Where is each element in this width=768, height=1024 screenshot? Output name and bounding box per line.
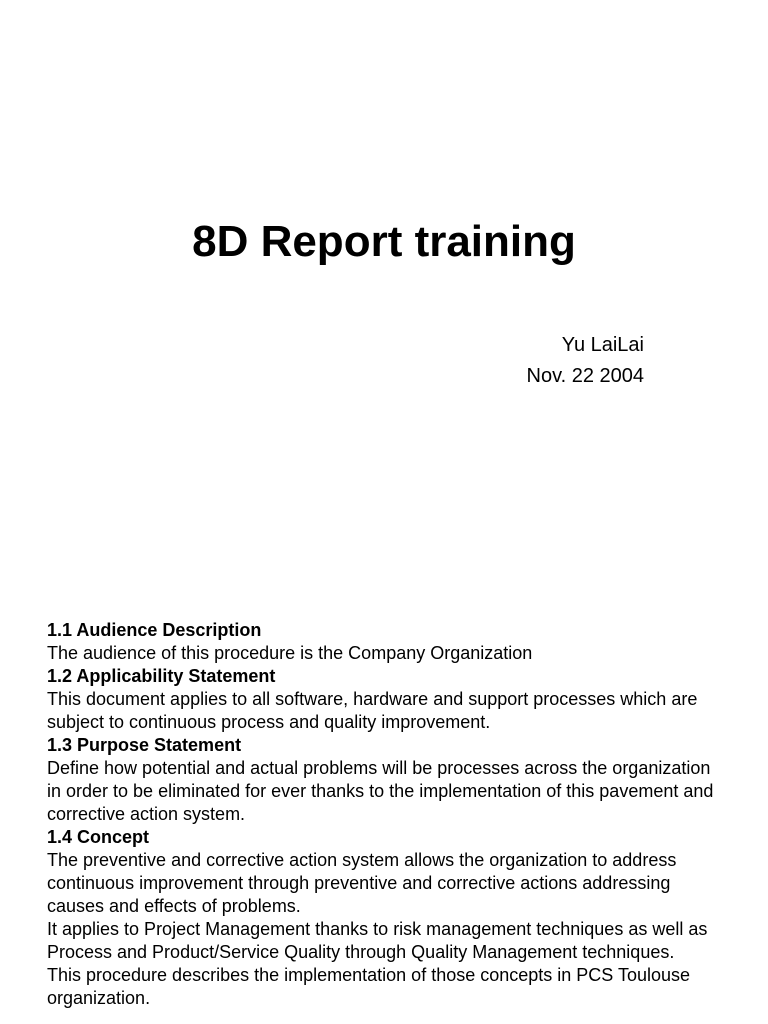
section-paragraph: The preventive and corrective action system allows the organization to address continuous improvement through preventive and corrective actions addressing causes and effects of problems.: [47, 850, 677, 916]
section-paragraph: This document applies to all software, hardware and support processes which are subject to continuous process and quality improvement.: [47, 689, 698, 732]
section-heading: 1.2 Applicability Statement: [47, 666, 276, 686]
section-paragraph: It applies to Project Management thanks to risk management techniques as well as Process and Product/Service Quality through Quality Management techniques.: [47, 919, 708, 962]
section-concept: [47, 826, 727, 1010]
section-paragraph: Define how potential and actual problems will be processes across the organization in order to be eliminated for ever thanks to the implementation of this pavement and corrective action system.: [47, 758, 714, 824]
author-block: [527, 330, 645, 392]
section-applicability-statement: [47, 665, 727, 734]
section-paragraph: This procedure describes the implementation of those concepts in PCS Toulouse organization.: [47, 965, 691, 1008]
document-title: 8D Report training: [192, 217, 576, 266]
author-name: Yu LaiLai: [561, 334, 644, 356]
section-heading: 1.4 Concept: [47, 827, 150, 847]
section-paragraph: The audience of this procedure is the Company Organization: [47, 643, 533, 663]
document-body: [47, 619, 727, 1010]
section-heading: 1.1 Audience Description: [47, 620, 262, 640]
section-heading: 1.3 Purpose Statement: [47, 735, 242, 755]
document-date: Nov. 22 2004: [526, 365, 644, 387]
section-audience-description: [47, 619, 727, 665]
section-purpose-statement: [47, 734, 727, 826]
